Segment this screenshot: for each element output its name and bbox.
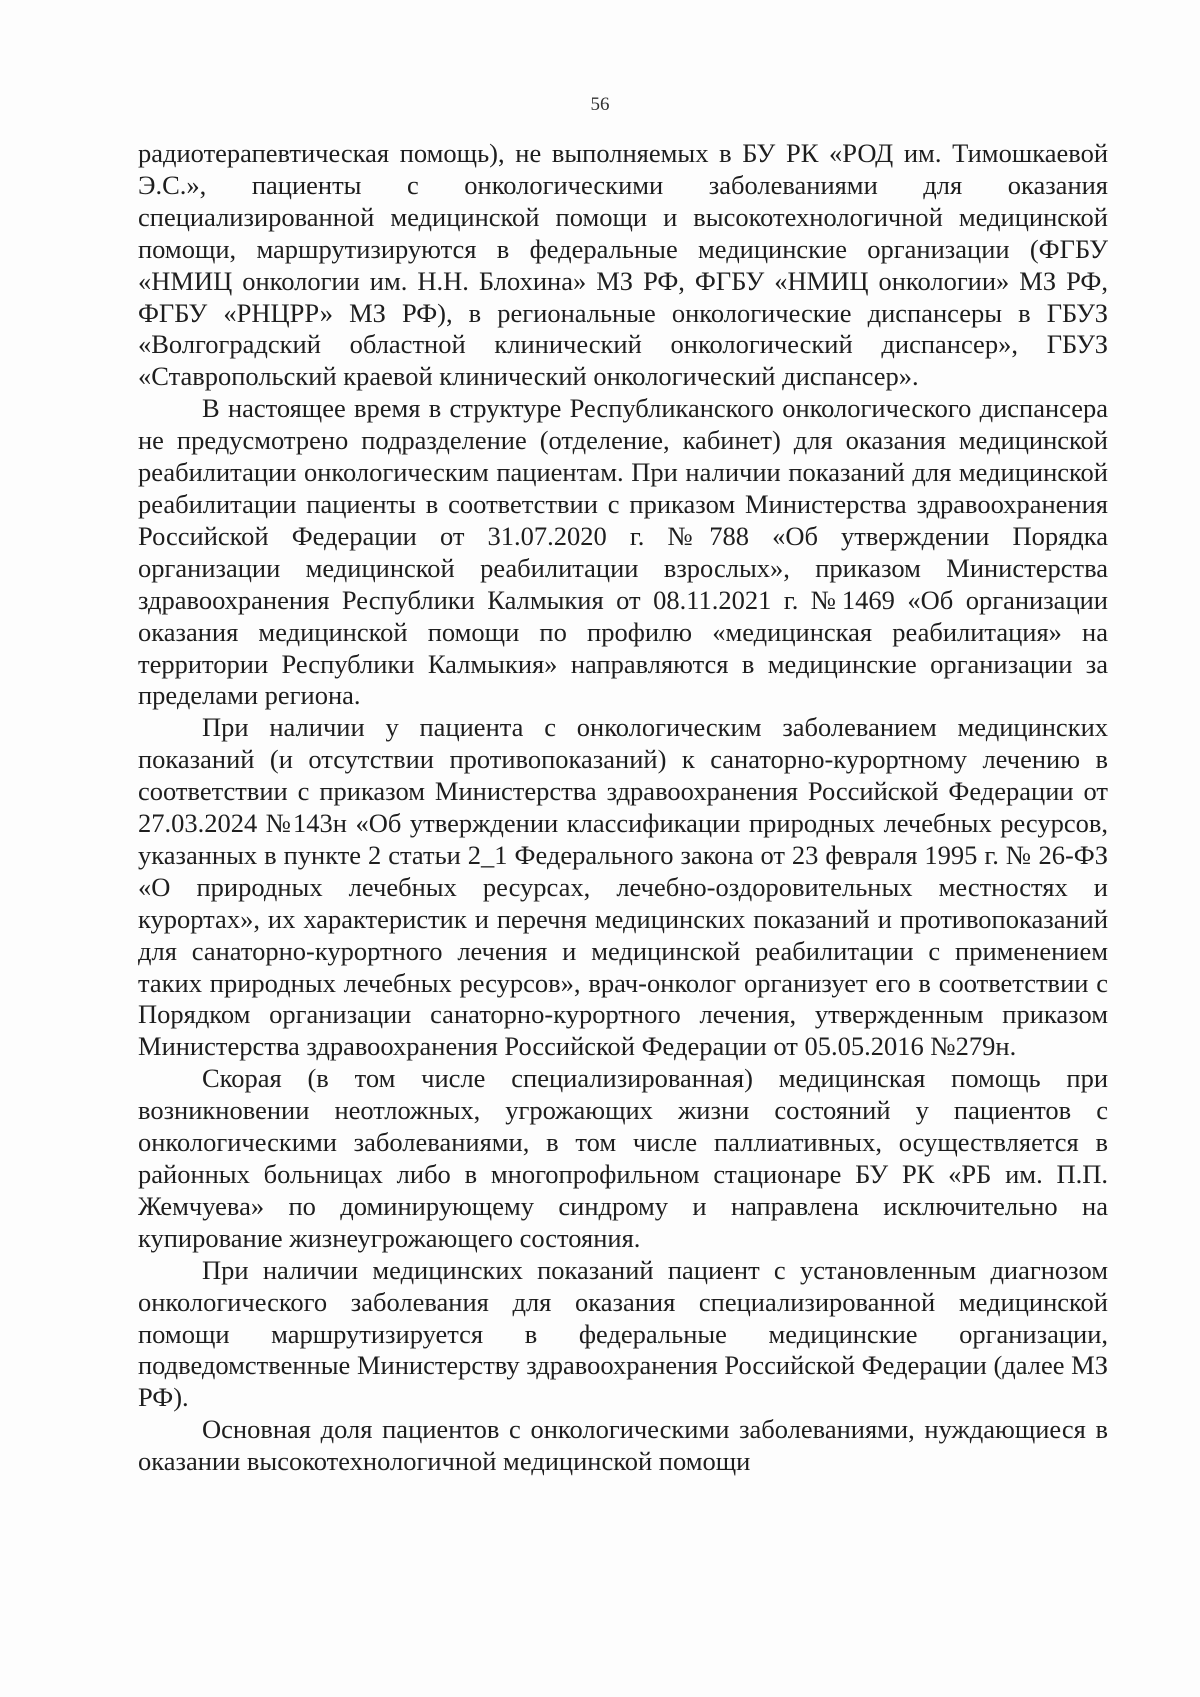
paragraph-emergency-care: Скорая (в том числе специализированная) медицинская помощь при возникновении неотложных, угрожающих жизни состояний у пациентов с онкологическими заболеваниями, в том числе паллиативных, осуществляется в районных больницах либо в многопрофильном стационаре БУ РК «РБ им. П.П. Жемчуева» по доминирующему синдрому и направлена исключительно на купирование жизнеугрожающего состояния.	[138, 1063, 1108, 1253]
paragraph-sanatorium-treatment: При наличии у пациента с онкологическим заболеванием медицинских показаний (и отсутствии противопоказаний) к санаторно-курортному лечению в соответствии с приказом Министерства здравоохранения Российской Федерации от 27.03.2024 №143н «Об утверждении классификации природных лечебных ресурсов, указанных в пункте 2 статьи 2_1 Федерального закона от 23 февраля 1995 г. № 26-ФЗ «О природных лечебных ресурсах, лечебно-оздоровительных местностях и курортах», их характеристик и перечня медицинских показаний и противопоказаний для санаторно-курортного лечения и медицинской реабилитации с применением таких природных лечебных ресурсов», врач-онколог организует его в соответствии с Порядком организации санаторно-курортного лечения, утвержденным приказом Министерства здравоохранения Российской Федерации от 05.05.2016 №279н.	[138, 712, 1108, 1062]
document-body	[138, 138, 1108, 1478]
paragraph-high-tech-care: Основная доля пациентов с онкологическими заболеваниями, нуждающиеся в оказании высокотехнологичной медицинской помощи	[138, 1414, 1108, 1477]
page-number: 56	[590, 94, 610, 115]
paragraph-specialized-care-referral: При наличии медицинских показаний пациент с установленным диагнозом онкологического заболевания для оказания специализированной медицинской помощи маршрутизируется в федеральные медицинские организации, подведомственные Министерству здравоохранения Российской Федерации (далее МЗ РФ).	[138, 1254, 1108, 1413]
paragraph-referral-continuation: радиотерапевтическая помощь), не выполняемых в БУ РК «РОД им. Тимошкаевой Э.С.», пациенты с онкологическими заболеваниями для оказания специализированной медицинской помощи и высокотехнологичной медицинской помощи, маршрутизируются в федеральные медицинские организации (ФГБУ «НМИЦ онкологии им. Н.Н. Блохина» МЗ РФ, ФГБУ «НМИЦ онкологии» МЗ РФ, ФГБУ «РНЦРР» МЗ РФ), в региональные онкологические диспансеры в ГБУЗ «Волгоградский областной клинический онкологический диспансер», ГБУЗ «Ставропольский краевой клинический онкологический диспансер».	[138, 138, 1108, 392]
paragraph-medical-rehabilitation: В настоящее время в структуре Республиканского онкологического диспансера не предусмотрено подразделение (отделение, кабинет) для оказания медицинской реабилитации онкологическим пациентам. При наличии показаний для медицинской реабилитации пациенты в соответствии с приказом Министерства здравоохранения Российской Федерации от 31.07.2020 г. №788 «Об утверждении Порядка организации медицинской реабилитации взрослых», приказом Министерства здравоохранения Республики Калмыкия от 08.11.2021 г. №1469 «Об организации оказания медицинской помощи по профилю «медицинская реабилитация» на территории Республики Калмыкия» направляются в медицинские организации за пределами региона.	[138, 393, 1108, 711]
